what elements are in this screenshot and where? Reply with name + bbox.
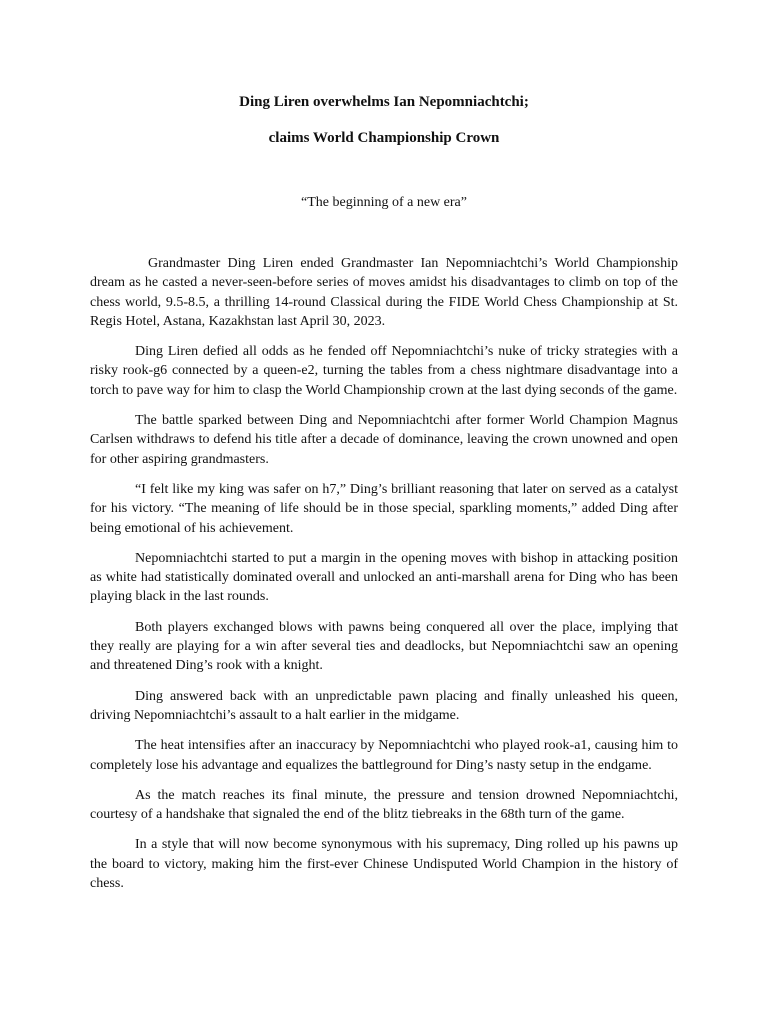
article-body bbox=[90, 254, 678, 893]
document-page bbox=[90, 93, 678, 904]
paragraph-1: Grandmaster Ding Liren ended Grandmaster Ian Nepomniachtchi’s World Championship dream as he casted a never-seen-before series of moves amidst his disadvantages to climb on top of the chess world, 9.5-8.5, a thrilling 14-round Classical during the FIDE World Chess Championship at St. Regis Hotel, Astana, Kazakhstan last April 30, 2023. bbox=[90, 256, 678, 329]
paragraph-7: Ding answered back with an unpredictable pawn placing and finally unleashed his queen, driving Nepomniachtchi’s assault to a halt earlier in the midgame. bbox=[90, 688, 678, 723]
paragraph-10: In a style that will now become synonymous with his supremacy, Ding rolled up his pawns up the board to victory, making him the first-ever Chinese Undisputed World Champion in the history of chess. bbox=[90, 837, 678, 892]
article-title-line-1: Ding Liren overwhelms Ian Nepomniachtchi; bbox=[239, 94, 529, 110]
paragraph-4: “I felt like my king was safer on h7,” Ding’s brilliant reasoning that later on served as a catalyst for his victory. “The meaning of life should be in those special, sparkling moments,” added Ding after being emotional of his achievement. bbox=[90, 481, 678, 536]
article-title-line-2: claims World Championship Crown bbox=[268, 130, 500, 146]
paragraph-9: As the match reaches its final minute, the pressure and tension drowned Nepomniachtchi, courtesy of a handshake that signaled the end of the blitz tiebreaks in the 68th turn of the game. bbox=[90, 787, 678, 823]
paragraph-2: Ding Liren defied all odds as he fended off Nepomniachtchi’s nuke of tricky strategies with a risky rook-g6 connected by a queen-e2, turning the tables from a chess nightmare disadvantage into a torch to pave way for him to clasp the World Championship crown at the last dying seconds of the game. bbox=[90, 344, 678, 398]
paragraph-5: Nepomniachtchi started to put a margin in the opening moves with bishop in attacking position as white had statistically dominated overall and unlocked an anti-marshall arena for Ding who has been playing black in the last rounds. bbox=[90, 550, 678, 605]
paragraph-3: The battle sparked between Ding and Nepomniachtchi after former World Champion Magnus Carlsen withdraws to defend his title after a decade of dominance, leaving the crown unowned and open for other aspiring grandmasters. bbox=[90, 413, 678, 467]
article-subtitle: “The beginning of a new era” bbox=[301, 195, 467, 210]
paragraph-6: Both players exchanged blows with pawns being conquered all over the place, implying that they really are playing for a win after several ties and deadlocks, but Nepomniachtchi saw an opening and threatened Ding’s rook with a knight. bbox=[90, 619, 678, 674]
paragraph-8: The heat intensifies after an inaccuracy by Nepomniachtchi who played rook-a1, causing him to completely lose his advantage and equalizes the battleground for Ding’s nasty setup in the endgame. bbox=[90, 738, 678, 773]
